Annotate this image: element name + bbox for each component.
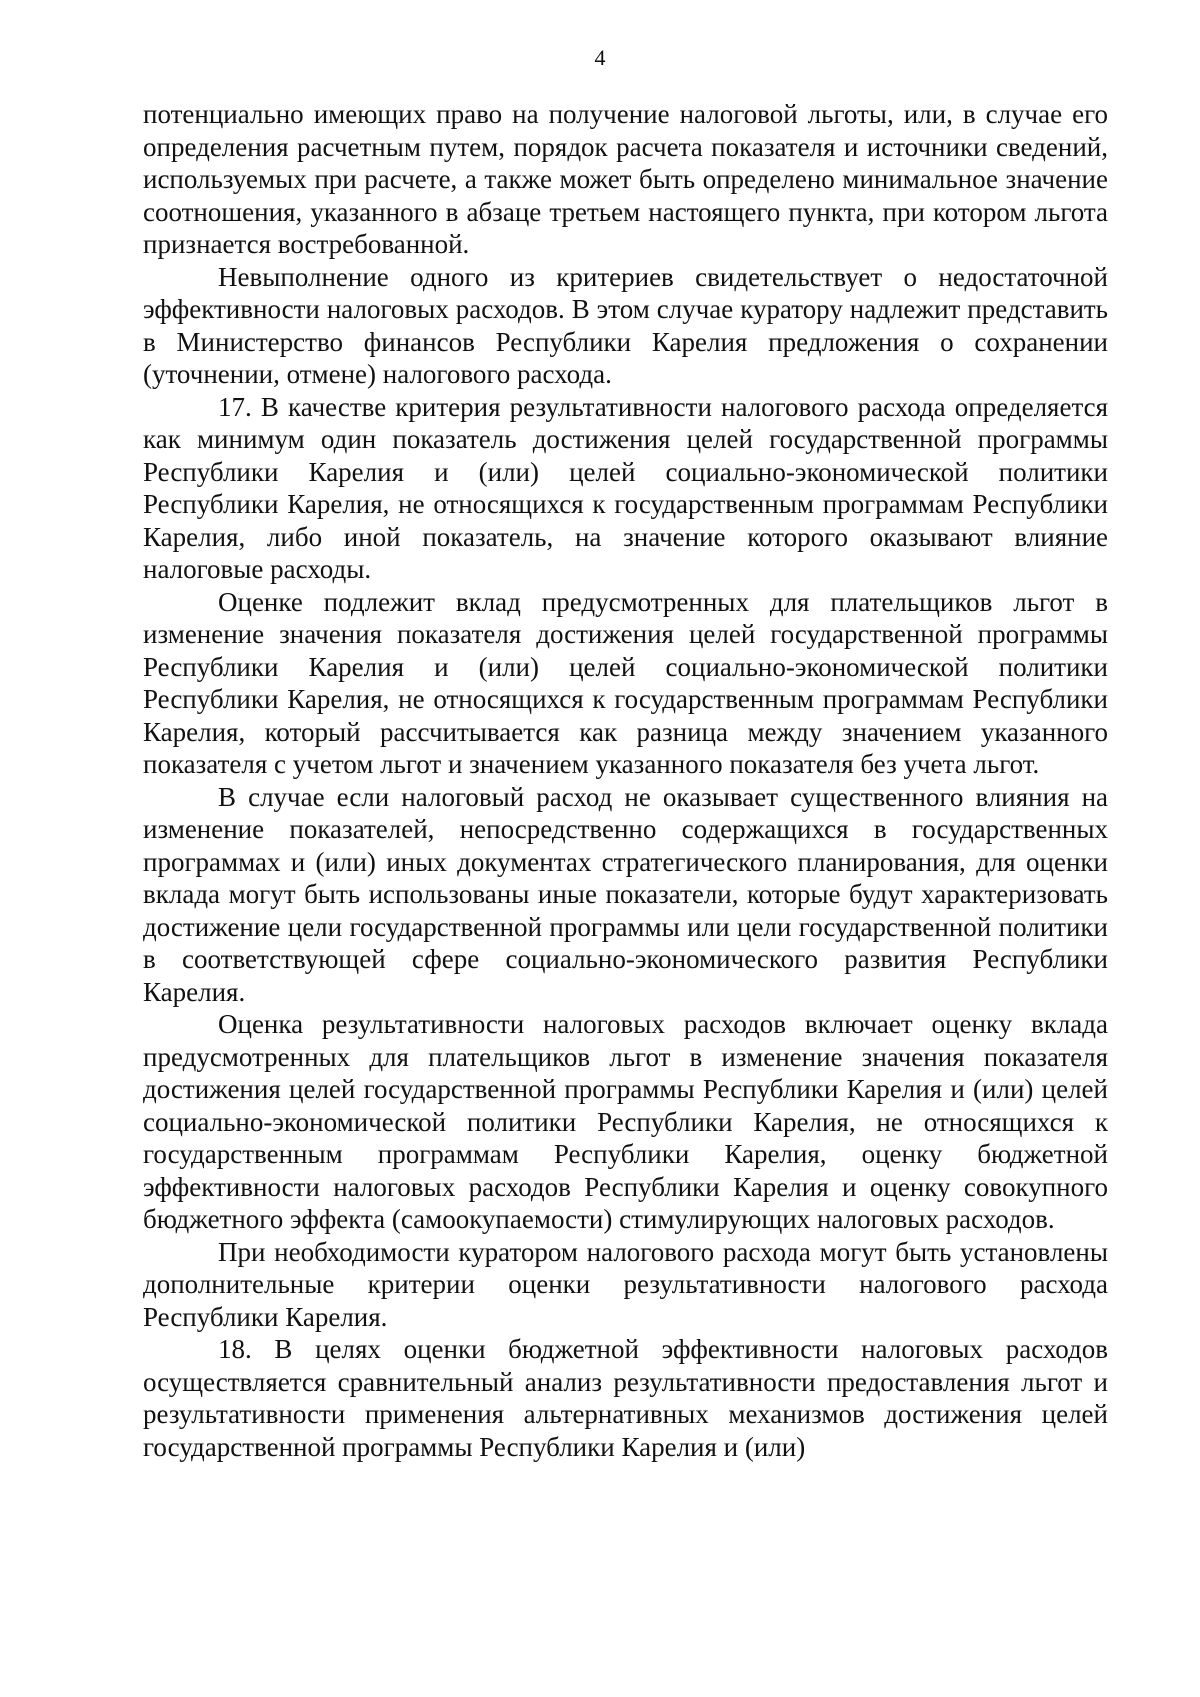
paragraph-continuation: потенциально имеющих право на получение налоговой льготы, или, в случае его определения расчетным путем, порядок расчета показателя и источники сведений, используемых при расчете, а также может быть определено минимальное значение соотношения, указанного в абзаце третьем настоящего пункта, при котором льгота признается востребованной. <box>143 99 1108 259</box>
paragraph-criteria-failure: Невыполнение одного из критериев свидетельствует о недостаточной эффективности налоговых расходов. В этом случае куратору надлежит представить в Министерство финансов Республики Карелия предложения о сохранении (уточнении, отмене) налогового расхода. <box>143 261 1108 389</box>
page-number: 4 <box>594 45 606 70</box>
paragraph-alternative-indicators: В случае если налоговый расход не оказывает существенного влияния на изменение показателей, непосредственно содержащихся в государственных программах и (или) иных документах стратегического планирования, для оценки вклада могут быть использованы иные показатели, которые будут характеризовать достижение цели государственной программы или цели государственной политики в соответствующей сфере социально-экономического развития Республики Карелия. <box>143 781 1108 1007</box>
paragraph-effectiveness-assessment: Оценка результативности налоговых расходов включает оценку вклада предусмотренных для плательщиков льгот в изменение значения показателя достижения целей государственной программы Республики Карелия и (или) целей социально-экономической политики Республики Карелия, не относящихся к государственным программам Республики Карелия, оценку бюджетной эффективности налоговых расходов Республики Карелия и оценку совокупного бюджетного эффекта (самоокупаемости) стимулирующих налоговых расходов. <box>143 1009 1108 1234</box>
document-body <box>143 98 1108 1463</box>
paragraph-item-17: 17. В качестве критерия результативности налогового расхода определяется как минимум один показатель достижения целей государственной программы Республики Карелия и (или) целей социально-экономической политики Республики Карелия, не относящихся к государственным программам Республики Карелия, либо иной показатель, на значение которого оказывают влияние налоговые расходы. <box>143 391 1108 584</box>
paragraph-additional-criteria: При необходимости куратором налогового расхода могут быть установлены дополнительные критерии оценки результативности налогового расхода Республики Карелия. <box>143 1236 1108 1332</box>
paragraph-item-18: 18. В целях оценки бюджетной эффективности налоговых расходов осуществляется сравнительный анализ результативности предоставления льгот и результативности применения альтернативных механизмов достижения целей государственной программы Республики Карелия и (или) <box>143 1334 1108 1462</box>
paragraph-contribution-assessment: Оценке подлежит вклад предусмотренных для плательщиков льгот в изменение значения показателя достижения целей государственной программы Республики Карелия и (или) целей социально-экономической политики Республики Карелия, не относящихся к государственным программам Республики Карелия, который рассчитывается как разница между значением указанного показателя с учетом льгот и значением указанного показателя без учета льгот. <box>143 586 1108 779</box>
